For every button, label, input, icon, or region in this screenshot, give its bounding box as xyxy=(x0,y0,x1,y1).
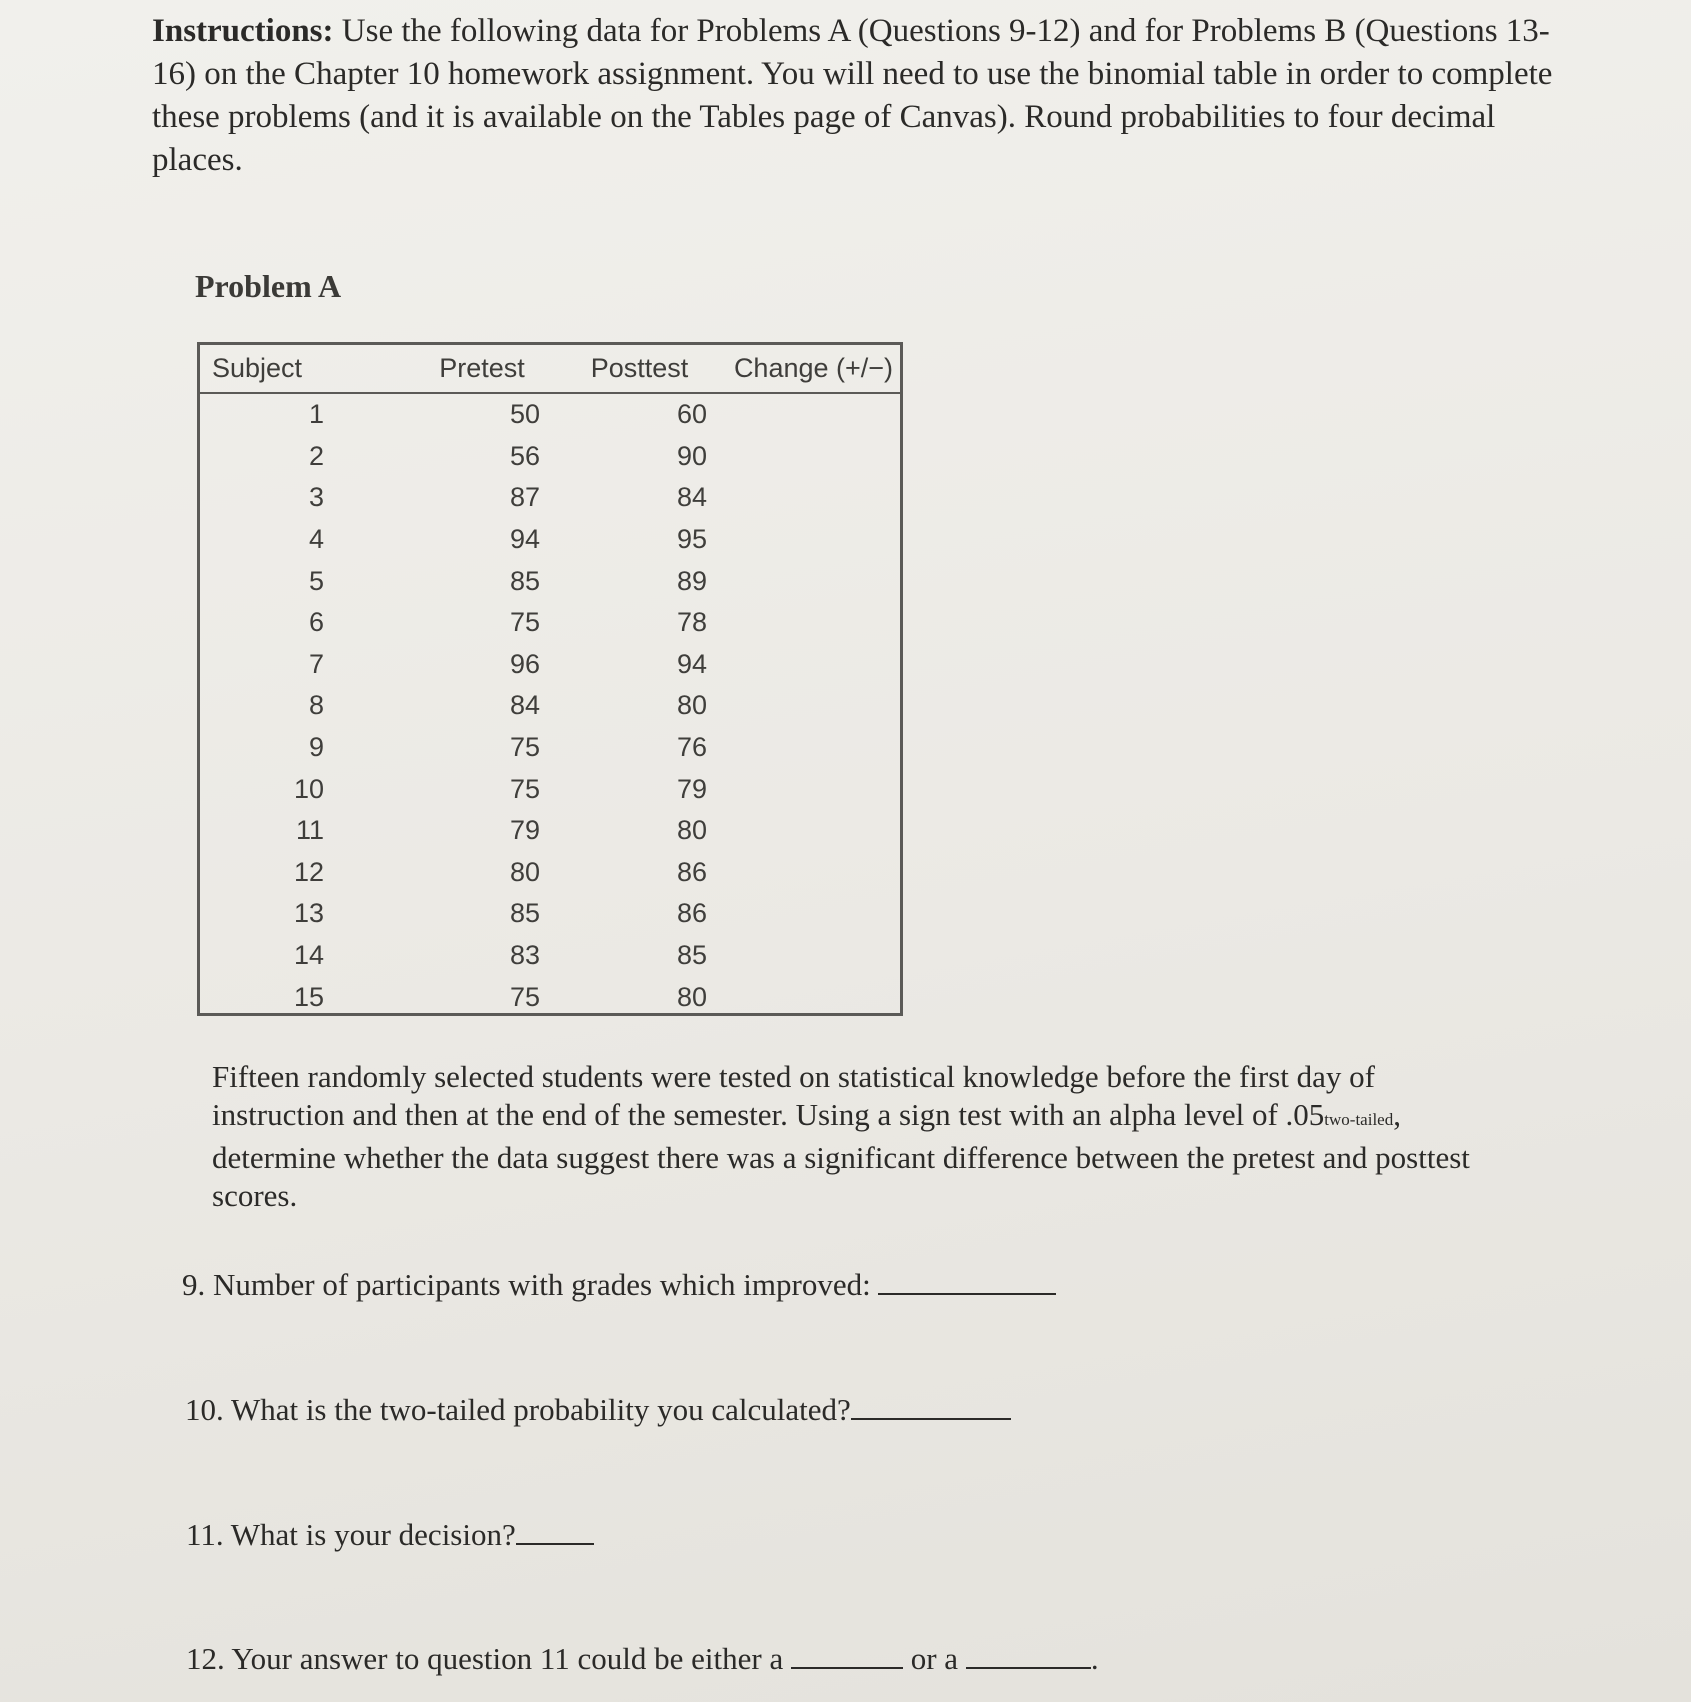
problem-description xyxy=(212,1058,1482,1215)
table-row xyxy=(200,393,900,436)
cell-change[interactable] xyxy=(727,768,900,810)
table-header-row xyxy=(200,345,900,393)
cell-pretest: 75 xyxy=(509,981,540,1012)
table-row xyxy=(200,727,900,769)
cell-change[interactable] xyxy=(727,685,900,727)
table-row xyxy=(200,893,900,935)
cell-pretest: 85 xyxy=(509,898,540,929)
cell-change[interactable] xyxy=(727,976,900,1018)
cell-pretest: 75 xyxy=(509,607,540,638)
cell-pretest: 83 xyxy=(509,940,540,971)
question-12-or-text: or a xyxy=(910,1641,959,1676)
cell-pretest: 56 xyxy=(509,440,540,471)
problem-a-heading: Problem A xyxy=(195,268,342,304)
cell-posttest: 80 xyxy=(676,690,707,721)
cell-pretest: 96 xyxy=(509,648,540,679)
question-12-text: 12. Your answer to question 11 could be either a xyxy=(186,1641,784,1676)
cell-posttest: 85 xyxy=(676,940,707,971)
data-table xyxy=(197,342,903,1016)
table-row xyxy=(200,768,900,810)
table-row xyxy=(200,852,900,894)
cell-posttest: 90 xyxy=(676,440,707,471)
question-12 xyxy=(186,1637,1099,1678)
cell-posttest: 60 xyxy=(676,399,707,430)
cell-change[interactable] xyxy=(727,477,900,519)
cell-change[interactable] xyxy=(727,560,900,602)
cell-change[interactable] xyxy=(727,602,900,644)
cell-subject: 3 xyxy=(308,482,324,513)
cell-change[interactable] xyxy=(727,644,900,686)
cell-pretest: 75 xyxy=(509,732,540,763)
cell-pretest: 85 xyxy=(509,565,540,596)
cell-change[interactable] xyxy=(727,393,900,436)
cell-pretest: 94 xyxy=(509,524,540,555)
table-row xyxy=(200,519,900,561)
question-11-answer-blank[interactable] xyxy=(516,1513,594,1545)
cell-subject: 12 xyxy=(293,856,324,887)
table-row xyxy=(200,685,900,727)
cell-subject: 10 xyxy=(293,773,324,804)
cell-posttest: 78 xyxy=(676,607,707,638)
cell-subject: 5 xyxy=(308,565,324,596)
scores-table xyxy=(200,345,900,1018)
table-row xyxy=(200,976,900,1018)
cell-subject: 11 xyxy=(295,815,324,846)
instructions-lead: Instructions: xyxy=(152,13,334,49)
cell-subject: 4 xyxy=(308,524,324,555)
table-row xyxy=(200,810,900,852)
question-9-answer-blank[interactable] xyxy=(878,1263,1056,1295)
question-11 xyxy=(186,1513,594,1554)
cell-subject: 8 xyxy=(308,690,324,721)
question-9 xyxy=(182,1263,1056,1304)
table-row xyxy=(200,477,900,519)
description-end: , determine whether the data suggest there was a significant difference between the pretest and posttest scores. xyxy=(212,1097,1470,1213)
cell-posttest: 79 xyxy=(676,773,707,804)
cell-change[interactable] xyxy=(727,727,900,769)
header-posttest: Posttest xyxy=(552,345,727,393)
cell-pretest: 84 xyxy=(509,690,540,721)
cell-change[interactable] xyxy=(727,436,900,478)
cell-posttest: 95 xyxy=(676,524,707,555)
cell-posttest: 80 xyxy=(676,981,707,1012)
cell-change[interactable] xyxy=(727,935,900,977)
cell-posttest: 80 xyxy=(676,815,707,846)
table-row xyxy=(200,436,900,478)
cell-change[interactable] xyxy=(727,852,900,894)
cell-change[interactable] xyxy=(727,893,900,935)
instructions-text: Use the following data for Problems A (Questions 9-12) and for Problems B (Questions 13-16) on the Chapter 10 homework assignment. You will need to use the binomial table in order to complete these problems (and it is available on the Tables page of Canvas). Round probabilities to four decimal places. xyxy=(152,13,1553,178)
cell-subject: 14 xyxy=(293,940,324,971)
question-10-text: 10. What is the two-tailed probability you calculated? xyxy=(185,1392,851,1427)
header-pretest: Pretest xyxy=(412,345,552,393)
table-row xyxy=(200,602,900,644)
table-row xyxy=(200,935,900,977)
cell-pretest: 80 xyxy=(509,856,540,887)
question-11-text: 11. What is your decision? xyxy=(186,1517,516,1552)
question-12-answer-blank-2[interactable] xyxy=(966,1637,1091,1669)
question-10-answer-blank[interactable] xyxy=(851,1388,1011,1420)
cell-change[interactable] xyxy=(727,519,900,561)
cell-posttest: 94 xyxy=(676,648,707,679)
cell-posttest: 89 xyxy=(676,565,707,596)
cell-posttest: 86 xyxy=(676,856,707,887)
description-subscript: two-tailed xyxy=(1324,1110,1394,1129)
cell-subject: 13 xyxy=(293,898,324,929)
cell-pretest: 75 xyxy=(509,773,540,804)
cell-subject: 6 xyxy=(308,607,324,638)
cell-posttest: 76 xyxy=(676,732,707,763)
table-body xyxy=(200,393,900,1018)
cell-posttest: 84 xyxy=(676,482,707,513)
cell-pretest: 50 xyxy=(509,399,540,430)
description-main: Fifteen randomly selected students were tested on statistical knowledge before the first day of instruction and then at the end of the semester. Using a sign test with an alpha level of .05 xyxy=(212,1059,1375,1132)
question-12-answer-blank-1[interactable] xyxy=(791,1637,903,1669)
cell-subject: 2 xyxy=(308,440,324,471)
header-change: Change (+/−) xyxy=(727,345,900,393)
question-10 xyxy=(185,1388,1011,1429)
cell-pretest: 87 xyxy=(509,482,540,513)
instructions-paragraph xyxy=(152,10,1562,182)
header-subject: Subject xyxy=(200,345,412,393)
table-row xyxy=(200,560,900,602)
cell-pretest: 79 xyxy=(509,815,540,846)
cell-change[interactable] xyxy=(727,810,900,852)
question-9-text: 9. Number of participants with grades which improved: xyxy=(182,1267,871,1302)
cell-subject: 7 xyxy=(308,648,324,679)
table-row xyxy=(200,644,900,686)
question-12-period: . xyxy=(1090,1641,1099,1676)
cell-subject: 15 xyxy=(293,981,324,1012)
cell-subject: 1 xyxy=(308,399,324,430)
cell-subject: 9 xyxy=(308,732,324,763)
cell-posttest: 86 xyxy=(676,898,707,929)
